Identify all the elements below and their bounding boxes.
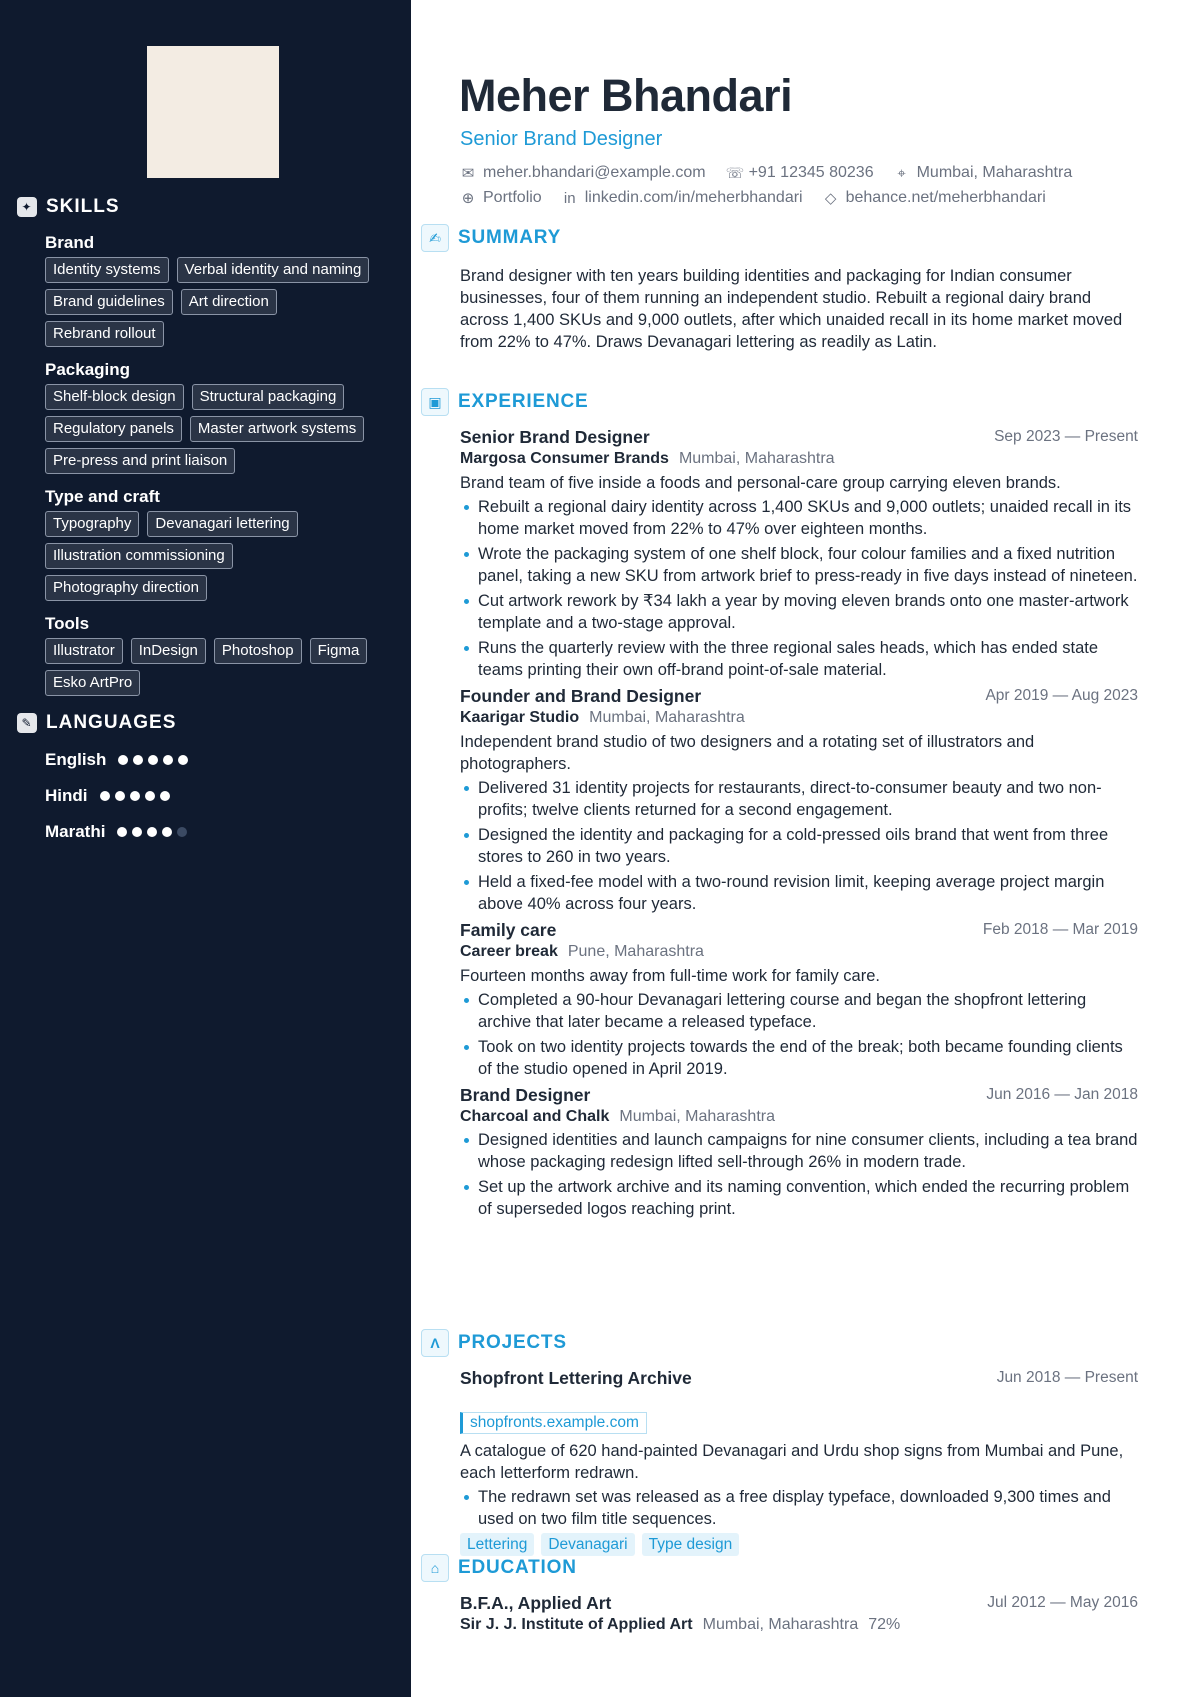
entry: [460, 426, 1138, 681]
entry-description: A catalogue of 620 hand-painted Devanagari and Urdu shop signs from Mumbai and Pune, each letterform redrawn.: [460, 1442, 1124, 1482]
skill-chips: [45, 638, 395, 696]
behance-icon: ◇: [824, 190, 837, 207]
location-pin-icon: ⌖: [897, 164, 906, 182]
entry-organization: Career break: [460, 943, 558, 960]
language-list: [45, 742, 397, 850]
skill-chip: Pre-press and print liaison: [45, 448, 235, 474]
language-name: English: [45, 750, 107, 769]
entry-description: Brand team of five inside a foods and personal-care group carrying eleven brands.: [460, 474, 1061, 492]
projects-heading: Λ PROJECTS: [421, 1328, 1151, 1358]
entry-organization: Kaarigar Studio: [460, 709, 580, 726]
skill-chip: Devanagari lettering: [147, 511, 297, 537]
entry: [460, 1367, 1138, 1556]
skill-chips: [45, 384, 395, 474]
skill-chip: Typography: [45, 511, 139, 537]
entry-date: Jul 2012 — May 2016: [987, 1594, 1138, 1611]
skill-chip: Esko ArtPro: [45, 670, 140, 696]
experience-list: [460, 426, 1138, 1220]
entry-title: Family care: [460, 920, 557, 940]
skill-group-title: Tools: [45, 614, 90, 633]
skill-group-title: Type and craft: [45, 487, 160, 506]
graduation-cap-icon: ⌂: [421, 1554, 449, 1582]
skill-chip: Brand guidelines: [45, 289, 173, 315]
language-level-dots: [100, 791, 170, 801]
briefcase-icon: ▣: [421, 388, 449, 416]
candidate-name: Meher Bhandari: [459, 70, 793, 121]
level-dot: [163, 755, 173, 765]
entry-date: Feb 2018 — Mar 2019: [982, 921, 1138, 938]
level-dot: [133, 755, 143, 765]
skill-group: [45, 487, 397, 601]
level-dot: [132, 827, 142, 837]
level-dot: [118, 755, 128, 765]
language-name: Marathi: [45, 822, 106, 841]
mail-icon: ✉: [461, 165, 475, 182]
education-list: [460, 1592, 1138, 1635]
skills-heading: ✦ SKILLS: [17, 194, 397, 220]
skill-group: [45, 233, 397, 347]
email-contact[interactable]: ✉ meher.bhandari@example.com: [461, 164, 706, 182]
entry-organization: Margosa Consumer Brands: [460, 450, 669, 467]
bullet-item: Set up the artwork archive and its naming convention, which ended the recurring problem of superseded logos reaching print.: [460, 1176, 1138, 1220]
skill-chip: Photoshop: [214, 638, 302, 664]
level-dot: [115, 791, 125, 801]
portfolio-link[interactable]: ⊕ Portfolio: [461, 189, 542, 207]
bullet-item: Wrote the packaging system of one shelf block, four colour families and a fixed nutrition panel, taking a new SKU from artwork brief to press-ready in five days instead of nineteen.: [460, 543, 1138, 587]
entry-location: Mumbai, Maharashtra: [589, 709, 745, 726]
profile-photo: [147, 46, 279, 178]
project-tag: Lettering: [460, 1533, 534, 1556]
bullet-item: Cut artwork rework by ₹34 lakh a year by moving eleven brands onto one master-artwork template and a two-stage approval.: [460, 590, 1138, 634]
level-dot: [177, 827, 187, 837]
linkedin-icon: in: [563, 189, 576, 207]
entry: [460, 919, 1138, 1080]
bullet-item: Delivered 31 identity projects for restaurants, direct-to-consumer beauty and two non-profits; twelve clients returned for a second engagement.: [460, 777, 1138, 821]
behance-link[interactable]: ◇ behance.net/meherbhandari: [823, 189, 1046, 207]
level-dot: [178, 755, 188, 765]
sidebar: [0, 0, 411, 1697]
entry-date: Sep 2023 — Present: [994, 428, 1138, 445]
skill-chip: Rebrand rollout: [45, 321, 164, 347]
phone-icon: ☏: [725, 165, 745, 182]
entry-bullets: [460, 496, 1138, 681]
entry-bullets: [460, 777, 1138, 915]
entry: [460, 685, 1138, 915]
skill-group-title: Brand: [45, 233, 95, 252]
globe-icon: ⊕: [461, 190, 475, 207]
skill-group: [45, 360, 397, 474]
candidate-role: Senior Brand Designer: [460, 128, 663, 150]
bullet-item: The redrawn set was released as a free display typeface, downloaded 9,300 times and used on two film title sequences.: [460, 1486, 1138, 1530]
entry-subtitle: [460, 448, 1138, 469]
entry-subtitle: [460, 1389, 1138, 1410]
languages-icon: ✎: [17, 713, 37, 733]
education-section: [421, 1553, 1151, 1639]
entry-date: Jun 2016 — Jan 2018: [986, 1086, 1138, 1103]
projects-section: [421, 1328, 1151, 1560]
level-dot: [162, 827, 172, 837]
skill-chip: Figma: [310, 638, 368, 664]
entry-title: Shopfront Lettering Archive: [460, 1368, 692, 1388]
skill-chip: InDesign: [131, 638, 206, 664]
language-row: [45, 742, 397, 778]
projects-icon: Λ: [421, 1329, 449, 1357]
level-dot: [117, 827, 127, 837]
language-level-dots: [118, 755, 188, 765]
summary-section: [421, 223, 1151, 353]
skill-chip: Regulatory panels: [45, 416, 182, 442]
entry-description: Fourteen months away from full-time work for family care.: [460, 967, 880, 985]
bullet-item: Completed a 90-hour Devanagari lettering course and began the shopfront lettering archive that later became a released typeface.: [460, 989, 1138, 1033]
language-name: Hindi: [45, 786, 88, 805]
entry: [460, 1592, 1138, 1635]
entry-subtitle: [460, 941, 1138, 962]
summary-icon: ✍: [421, 224, 449, 252]
entry: [460, 1084, 1138, 1220]
entry-organization: Charcoal and Chalk: [460, 1108, 610, 1125]
level-dot: [148, 755, 158, 765]
level-dot: [130, 791, 140, 801]
skill-chip: Master artwork systems: [190, 416, 364, 442]
summary-text: Brand designer with ten years building identities and packaging for Indian consumer businesses, four of them running an independent studio. Rebuilt a regional dairy brand across 1,400 SKUs and 9,000 outlets, after which unaided recall in its home market moved from 22% to 47%. Draws Devanagari lettering as readily as Latin.: [460, 267, 1123, 351]
entry-title: Brand Designer: [460, 1085, 591, 1105]
project-tag: Devanagari: [541, 1533, 634, 1556]
linkedin-link[interactable]: in linkedin.com/in/meherbhandari: [562, 189, 803, 207]
skill-chip: Illustration commissioning: [45, 543, 233, 569]
entry-location: Mumbai, Maharashtra: [619, 1108, 775, 1125]
skills-icon: ✦: [17, 197, 37, 217]
level-dot: [160, 791, 170, 801]
skill-chips: [45, 511, 395, 601]
level-dot: [147, 827, 157, 837]
education-heading: ⌂ EDUCATION: [421, 1553, 1151, 1583]
entry-bullets: [460, 989, 1138, 1080]
skill-chip: Photography direction: [45, 575, 207, 601]
bullet-item: Designed identities and launch campaigns for nine consumer clients, including a tea brand whose packaging redesign lifted sell-through 26% in modern trade.: [460, 1129, 1138, 1173]
contact-row-2: [460, 189, 1046, 207]
skill-group-title: Packaging: [45, 360, 131, 379]
bullet-item: Rebuilt a regional dairy identity across 1,400 SKUs and 9,000 outlets; unaided recall in its home market moved from 22% to 47% over eighteen months.: [460, 496, 1138, 540]
entry-title: Senior Brand Designer: [460, 427, 650, 447]
project-link[interactable]: shopfronts.example.com: [460, 1412, 647, 1434]
language-row: [45, 778, 397, 814]
bullet-item: Runs the quarterly review with the three regional sales heads, which has ended state teams printing their own off-brand point-of-sale material.: [460, 637, 1138, 681]
entry-score: 72%: [868, 1616, 901, 1633]
skill-chip: Shelf-block design: [45, 384, 184, 410]
entry-date: Apr 2019 — Aug 2023: [985, 687, 1138, 704]
skill-groups: [17, 233, 397, 696]
summary-heading: ✍ SUMMARY: [421, 223, 1151, 253]
projects-list: [460, 1367, 1138, 1556]
entry-subtitle: [460, 707, 1138, 728]
bullet-item: Designed the identity and packaging for a cold-pressed oils brand that went from three stores to 260 in two years.: [460, 824, 1138, 868]
language-row: [45, 814, 397, 850]
bullet-item: Held a fixed-fee model with a two-round revision limit, keeping average project margin above 40% across four years.: [460, 871, 1138, 915]
entry-location: Mumbai, Maharashtra: [678, 450, 835, 467]
entry-location: Mumbai, Maharashtra: [702, 1616, 859, 1633]
location-contact: ⌖ Mumbai, Maharashtra: [894, 164, 1073, 182]
skill-chip: Identity systems: [45, 257, 169, 283]
contact-row-1: [460, 164, 1072, 182]
skill-chips: [45, 257, 395, 347]
skill-chip: Verbal identity and naming: [177, 257, 370, 283]
skill-group: [45, 614, 397, 696]
entry-title: B.F.A., Applied Art: [460, 1593, 612, 1613]
entry-bullets: [460, 1129, 1138, 1220]
experience-section: [421, 387, 1151, 1224]
skill-chip: Illustrator: [45, 638, 123, 664]
skill-chip: Structural packaging: [192, 384, 345, 410]
skill-chip: Art direction: [181, 289, 277, 315]
languages-heading: ✎ LANGUAGES: [17, 710, 397, 736]
entry-organization: Sir J. J. Institute of Applied Art: [460, 1616, 693, 1633]
entry-subtitle: [460, 1106, 1138, 1127]
phone-contact[interactable]: ☏ +91 12345 80236: [725, 164, 874, 182]
level-dot: [145, 791, 155, 801]
entry-subtitle: [460, 1614, 1138, 1635]
project-tag: Type design: [642, 1533, 740, 1556]
experience-heading: ▣ EXPERIENCE: [421, 387, 1151, 417]
entry-date: Jun 2018 — Present: [996, 1369, 1138, 1386]
language-level-dots: [117, 827, 187, 837]
level-dot: [100, 791, 110, 801]
entry-bullets: [460, 1486, 1138, 1530]
entry-location: Pune, Maharashtra: [567, 943, 704, 960]
bullet-item: Took on two identity projects towards the end of the break; both became founding clients of the studio opened in April 2019.: [460, 1036, 1138, 1080]
entry-title: Founder and Brand Designer: [460, 686, 702, 706]
entry-description: Independent brand studio of two designers and a rotating set of illustrators and photographers.: [460, 733, 1035, 773]
